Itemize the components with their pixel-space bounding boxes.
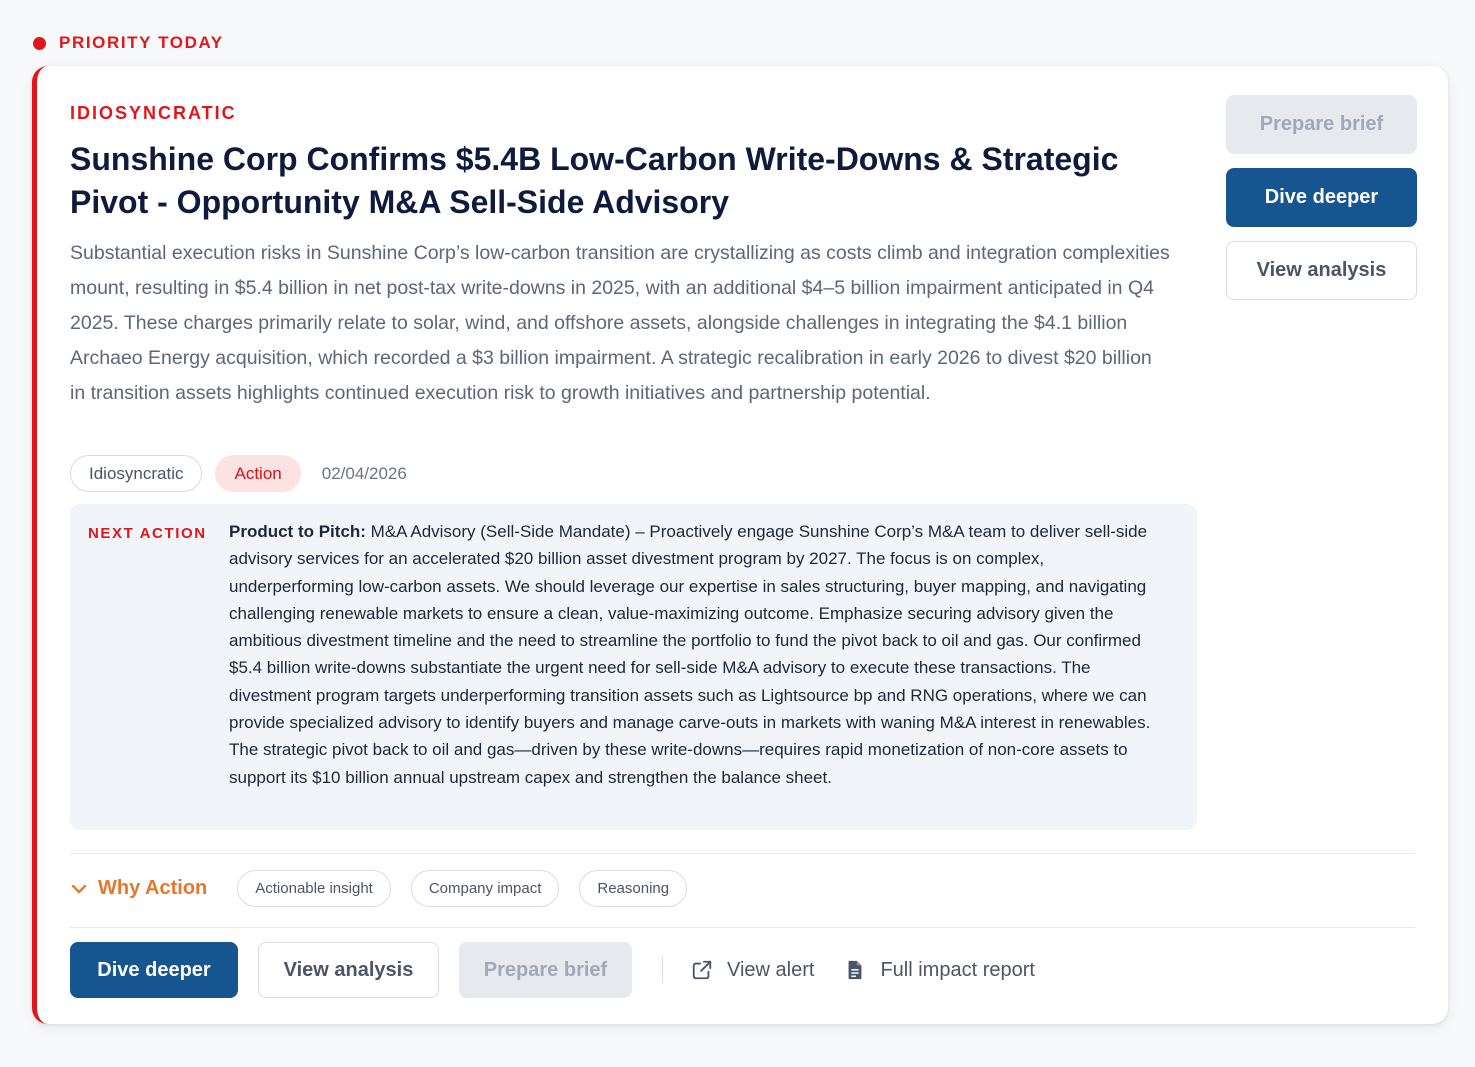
next-action-panel xyxy=(70,504,1197,830)
chip-company-impact[interactable]: Company impact xyxy=(411,870,560,907)
divider xyxy=(70,853,1415,854)
view-alert-link[interactable] xyxy=(691,959,814,982)
next-action-text xyxy=(229,518,1159,791)
divider xyxy=(70,927,1415,928)
chip-reasoning[interactable]: Reasoning xyxy=(579,870,687,907)
why-row xyxy=(70,870,687,907)
side-dive-deeper-button[interactable]: Dive deeper xyxy=(1226,168,1417,227)
side-prepare-brief-button[interactable]: Prepare brief xyxy=(1226,95,1417,154)
why-action-label: Why Action xyxy=(98,877,208,899)
status-badge: Action xyxy=(215,455,300,492)
why-action-toggle[interactable] xyxy=(70,877,207,900)
card-summary: Substantial execution risks in Sunshine Corp’s low-carbon transition are crystallizing as costs climb and integration complexities mount, resulting in $5.4 billion in net post-tax write-downs in 2025, with an additional $4–5 billion impairment anticipated in Q4 2025. These charges primarily relate to solar, wind, and offshore assets, alongside challenges in integrating the $4.1 billion Archaeo Energy acquisition, which recorded a $3 billion impairment. A strategic recalibration in early 2026 to divest $20 billion in transition assets highlights continued execution risk to growth initiatives and partnership potential. xyxy=(70,242,1170,404)
dive-deeper-button[interactable]: Dive deeper xyxy=(70,942,238,998)
priority-label: PRIORITY TODAY xyxy=(59,33,224,52)
full-impact-report-link[interactable] xyxy=(844,959,1035,982)
alert-card xyxy=(32,66,1448,1024)
alert-date: 02/04/2026 xyxy=(321,463,407,483)
view-analysis-button[interactable]: View analysis xyxy=(258,942,439,998)
bottom-actions xyxy=(70,942,1035,998)
type-tag: Idiosyncratic xyxy=(70,455,202,492)
external-link-icon xyxy=(691,959,713,981)
view-alert-label: View alert xyxy=(727,958,815,981)
side-view-analysis-button[interactable]: View analysis xyxy=(1226,241,1417,300)
vertical-separator xyxy=(662,957,663,983)
side-actions xyxy=(1226,95,1418,300)
priority-dot-icon xyxy=(33,37,46,50)
chip-actionable-insight[interactable]: Actionable insight xyxy=(237,870,391,907)
chevron-down-icon xyxy=(70,880,88,898)
next-action-body: M&A Advisory (Sell-Side Mandate) – Proactively engage Sunshine Corp’s M&A team to deliver sell-side advisory services for an accelerated $20 billion asset divestment program by 2027. The focus is on complex, underperforming low-carbon assets. We should leverage our expertise in sales structuring, buyer mapping, and navigating challenging renewable markets to ensure a clean, value-maximizing outcome. Emphasize securing advisory given the ambitious divestment timeline and the need to streamline the portfolio to fund the pivot back to oil and gas. Our confirmed $5.4 billion write-downs substantiate the urgent need for sell-side M&A advisory to execute these transactions. The divestment program targets underperforming transition assets such as Lightsource bp and RNG operations, where we can provide specialized advisory to identify buyers and manage carve-outs in markets with waning M&A interest in renewables. The strategic pivot back to oil and gas—driven by these write-downs—requires rapid monetization of non-core assets to support its $10 billion annual upstream capex and strengthen the balance sheet. xyxy=(229,522,1151,787)
full-impact-report-label: Full impact report xyxy=(880,958,1035,981)
card-title: Sunshine Corp Confirms $5.4B Low-Carbon Write-Downs & Strategic Pivot - Opportunity M&A Sell-Side Advisory xyxy=(70,141,1119,220)
document-icon xyxy=(844,959,866,981)
next-action-lead: Product to Pitch: xyxy=(229,522,366,541)
card-category: IDIOSYNCRATIC xyxy=(70,103,237,123)
prepare-brief-button[interactable]: Prepare brief xyxy=(459,942,632,998)
priority-header xyxy=(33,33,224,53)
next-action-label: NEXT ACTION xyxy=(88,525,207,542)
tag-row xyxy=(70,455,407,492)
